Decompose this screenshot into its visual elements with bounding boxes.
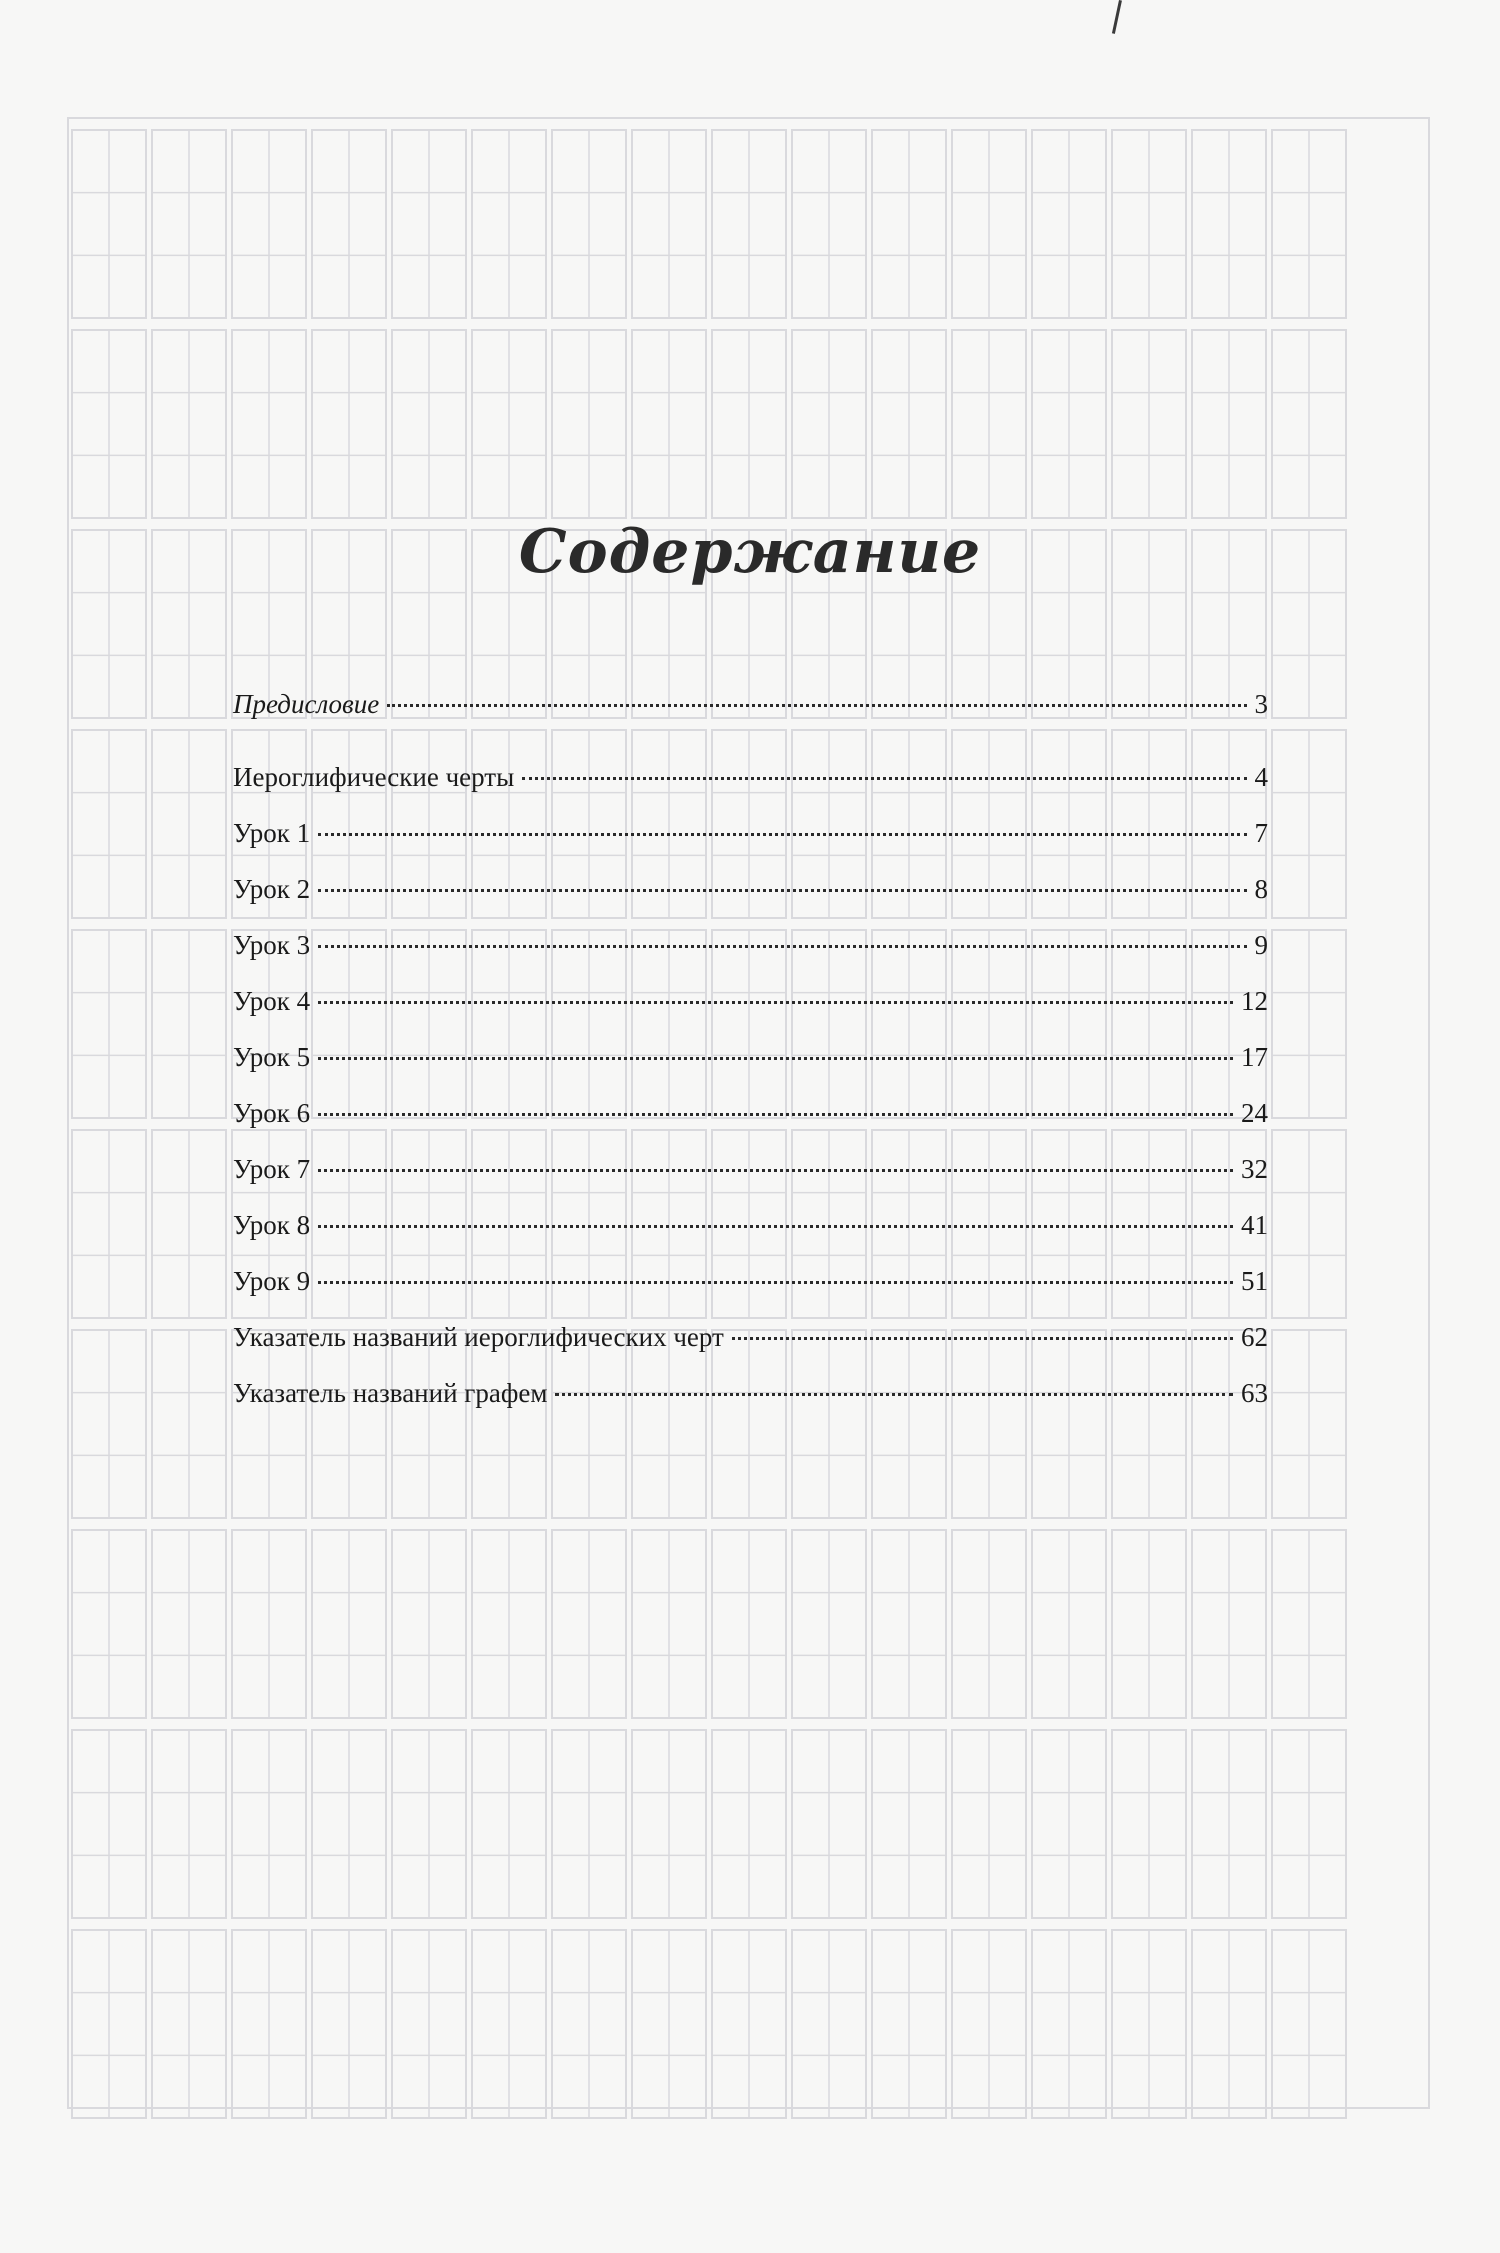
toc-entry-label: Указатель названий графем [233, 1378, 548, 1408]
toc-entry-label: Урок 3 [233, 930, 311, 960]
dot-leader [555, 1393, 1233, 1396]
toc-entry-page-number: 63 [1241, 1378, 1268, 1408]
toc-entry-page-number: 12 [1241, 986, 1268, 1016]
toc-entry[interactable] [233, 1205, 1268, 1245]
toc-entry-label: Урок 9 [233, 1266, 311, 1296]
dot-leader [318, 1281, 1233, 1284]
dot-leader [387, 704, 1246, 707]
toc-entry-page-number: 7 [1254, 818, 1268, 848]
toc-entry-label: Урок 1 [233, 818, 311, 848]
toc-entry-label: Указатель названий иероглифических черт [233, 1322, 724, 1352]
toc-entry-page-number: 41 [1241, 1210, 1268, 1240]
toc-entry[interactable] [233, 757, 1268, 797]
toc-entry[interactable] [233, 1261, 1268, 1301]
toc-entry[interactable] [233, 813, 1268, 853]
dot-leader [318, 833, 1246, 836]
dot-leader [318, 1001, 1233, 1004]
toc-entry-page-number: 24 [1241, 1098, 1268, 1128]
toc-entry[interactable] [233, 925, 1268, 965]
toc-entry-label: Урок 5 [233, 1042, 311, 1072]
dot-leader [318, 889, 1246, 892]
toc-entry[interactable] [233, 869, 1268, 909]
toc-entry-page-number: 51 [1241, 1266, 1268, 1296]
dot-leader [318, 1057, 1233, 1060]
dot-leader [732, 1337, 1233, 1340]
toc-entry-label: Урок 2 [233, 874, 311, 904]
dot-leader [318, 1113, 1233, 1116]
toc-entry-label: Урок 7 [233, 1154, 311, 1184]
toc-entry-page-number: 3 [1254, 689, 1268, 719]
toc-entry-page-number: 8 [1254, 874, 1268, 904]
toc-entry[interactable] [233, 1093, 1268, 1133]
toc-entry-label: Предисловие [233, 689, 380, 719]
dot-leader [318, 1169, 1233, 1172]
page-title: Содержание [518, 517, 982, 588]
toc-entry-label: Урок 6 [233, 1098, 311, 1128]
toc-entry-label: Иероглифические черты [233, 762, 515, 792]
toc-entry-page-number: 62 [1241, 1322, 1268, 1352]
toc-entry[interactable] [233, 981, 1268, 1021]
toc-entry[interactable] [233, 1037, 1268, 1077]
dot-leader [318, 1225, 1233, 1228]
toc-entry-page-number: 4 [1254, 762, 1268, 792]
toc-entry-label: Урок 8 [233, 1210, 311, 1240]
toc-entry-page-number: 9 [1254, 930, 1268, 960]
dot-leader [522, 777, 1246, 780]
toc-entry[interactable] [233, 1149, 1268, 1189]
toc-entry[interactable] [233, 1373, 1268, 1413]
dot-leader [318, 945, 1246, 948]
toc-entry[interactable] [233, 684, 1268, 724]
toc-entry-page-number: 17 [1241, 1042, 1268, 1072]
toc-entry-page-number: 32 [1241, 1154, 1268, 1184]
toc-entry-label: Урок 4 [233, 986, 311, 1016]
toc-entry[interactable] [233, 1317, 1268, 1357]
